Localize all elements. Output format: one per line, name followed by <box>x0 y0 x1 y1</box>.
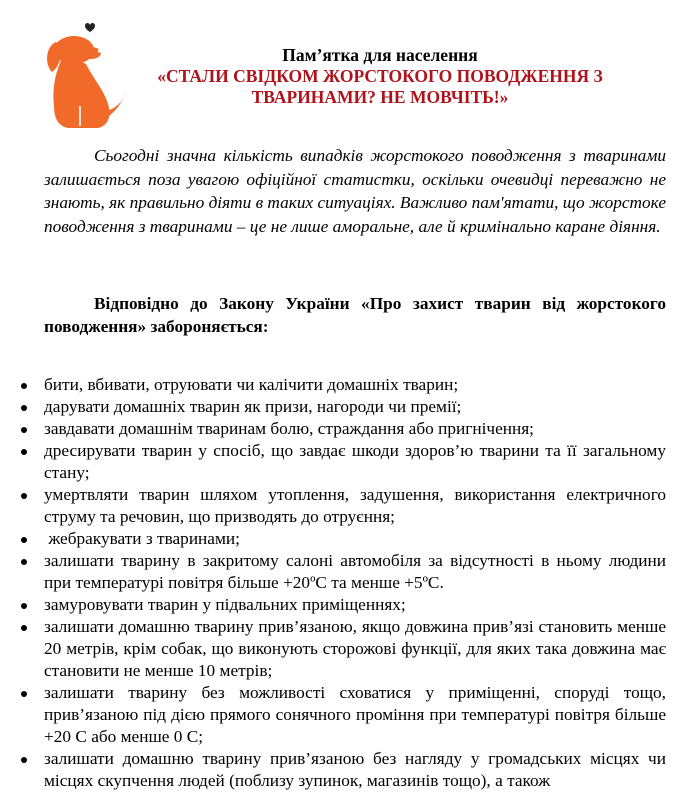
intro-paragraph: Сьогодні значна кількість випадків жорстокого поводження з тваринами залишається поза увагою офіційної статистки, оскільки очевидці переважно не знають, як правильно діяти в таких ситуаціях. Важливо пам'ятати, що жорстоке поводження з тваринами – це не лише аморальне, але й кримінально каране діяння. <box>44 146 666 236</box>
list-item: замуровувати тварин у підвальних приміщеннях; <box>0 594 691 616</box>
list-item: залишати тварину без можливості сховатися у приміщенні, споруді тощо, прив’язаною під дією прямого сонячного проміння при температурі повітря більше +20 С або менше 0 С; <box>0 682 691 748</box>
bullet-icon <box>21 493 27 499</box>
list-item: залишати тварину в закритому салоні автомобіля за відсутності в ньому людини при температурі повітря більше +20ºС та менше +5ºС. <box>0 550 691 594</box>
bullet-icon <box>21 559 27 565</box>
list-item: завдавати домашнім тваринам болю, страждання або пригнічення; <box>0 418 691 440</box>
list-item: жебракувати з тваринами; <box>0 528 691 550</box>
bullet-icon <box>21 625 27 631</box>
bullet-icon <box>21 757 27 763</box>
list-item: дресирувати тварин у спосіб, що завдає шкоди здоров’ю тварини та її загальному стану; <box>0 440 691 484</box>
bullet-icon <box>21 449 27 455</box>
bullet-icon <box>21 383 27 389</box>
bullet-icon <box>21 405 27 411</box>
memo-title-line-1: «СТАЛИ СВІДКОМ ЖОРСТОКОГО ПОВОДЖЕННЯ З <box>157 66 603 86</box>
list-item: залишати домашню тварину прив’язаною без нагляду у громадських місцях чи місцях скупчення людей (поблизу зупинок, магазинів тощо), а також <box>0 748 691 792</box>
bullet-icon <box>21 427 27 433</box>
law-lead-paragraph: Відповідно до Закону України «Про захист тварин від жорстокого поводження» забороняється: <box>44 294 666 336</box>
list-item: умертвляти тварин шляхом утоплення, задушення, використання електричного струму та речовин, що призводять до отруєння; <box>0 484 691 528</box>
list-item: дарувати домашніх тварин як призи, нагороди чи премії; <box>0 396 691 418</box>
memo-subtitle: Пам’ятка для населення <box>282 45 478 65</box>
memo-title-line-2: ТВАРИНАМИ? НЕ МОВЧІТЬ!» <box>251 87 509 107</box>
bullet-icon <box>21 603 27 609</box>
dog-logo-icon <box>38 20 130 130</box>
list-item: бити, вбивати, отруювати чи калічити домашніх тварин; <box>0 374 691 396</box>
bullet-icon <box>21 691 27 697</box>
list-item: залишати домашню тварину прив’язаною, якщо довжина прив’язі становить менше 20 метрів, крім собак, що виконують сторожові функції, для яких така довжина має становити не менше 10 метрів; <box>0 616 691 682</box>
memo-header <box>130 45 630 108</box>
prohibitions-list <box>0 374 691 792</box>
bullet-icon <box>21 537 27 543</box>
